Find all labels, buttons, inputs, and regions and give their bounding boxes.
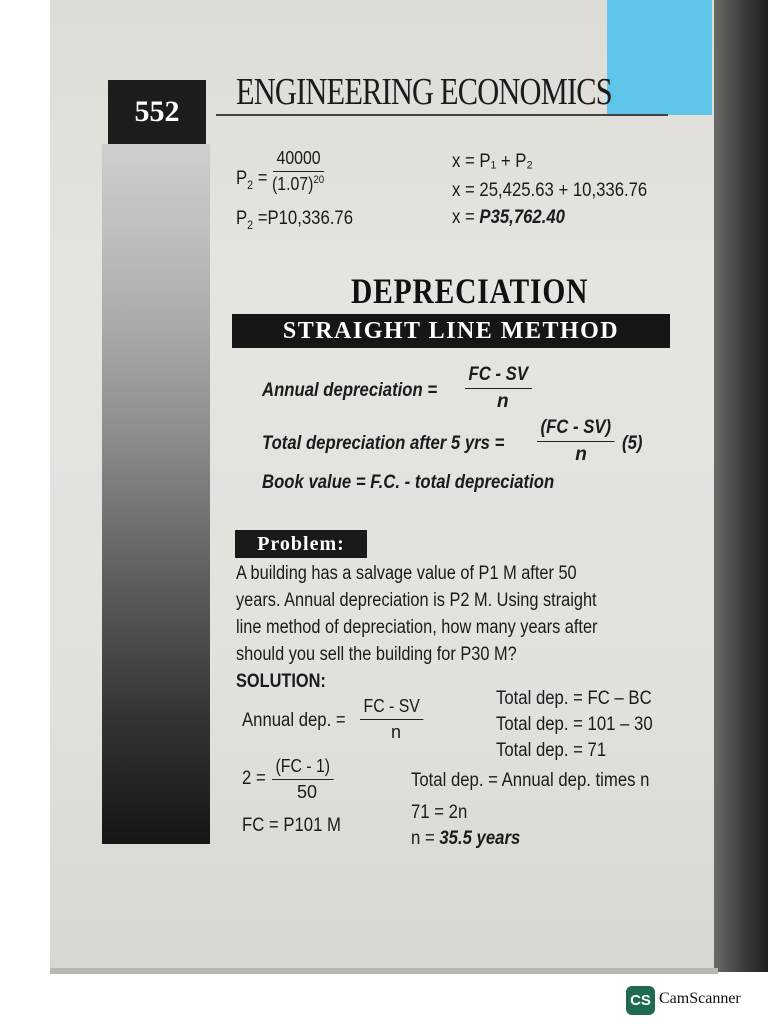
sol-annual-numerator: FC - SV bbox=[360, 696, 423, 720]
sol-annual-fraction bbox=[360, 696, 432, 743]
sol-total-line: Total dep. = 101 – 30 bbox=[496, 714, 653, 735]
p2-fraction bbox=[272, 148, 331, 195]
total-dep-multiplier: (5) bbox=[622, 433, 643, 454]
problem-line: line method of depreciation, how many years after bbox=[236, 617, 598, 638]
page-bottom-edge bbox=[50, 968, 718, 974]
sol-two-denominator: 50 bbox=[296, 782, 318, 802]
x-total-value: P35,762.40 bbox=[479, 207, 565, 228]
problem-line: should you sell the building for P30 M? bbox=[236, 644, 517, 665]
sol-two-numerator: (FC - 1) bbox=[272, 756, 334, 780]
page-number-box bbox=[108, 80, 206, 144]
section-title: DEPRECIATION bbox=[351, 271, 589, 311]
x-line-1: x = P₁ + P₂ bbox=[452, 151, 533, 172]
x-line-3: x = P35,762.40 bbox=[452, 207, 565, 228]
problem-line: years. Annual depreciation is P2 M. Using straight bbox=[236, 590, 597, 611]
p2-result: $P_2 =P10,336.76$ bbox=[236, 208, 353, 232]
solution-label: SOLUTION: bbox=[236, 671, 326, 692]
problem-tag bbox=[235, 530, 367, 558]
sol-n-value: 35.5 years bbox=[439, 828, 521, 849]
annual-dep-label: Annual depreciation = bbox=[262, 380, 438, 401]
method-banner bbox=[232, 314, 670, 348]
sol-annual-label: Annual dep. = bbox=[242, 710, 346, 731]
p2-denominator: $(1.07)^{20}$ bbox=[272, 174, 325, 194]
head-rule bbox=[216, 114, 668, 116]
page-number: 552 bbox=[134, 95, 180, 128]
camscanner-watermark: CamScanner bbox=[659, 990, 741, 1007]
sol-fc-result: FC = P101 M bbox=[242, 815, 341, 836]
annual-dep-fraction bbox=[465, 364, 541, 413]
sol-eq-71: 71 = 2n bbox=[411, 802, 468, 823]
book-value-formula: Book value = F.C. - total depreciation bbox=[262, 472, 555, 493]
total-dep-numerator: (FC - SV) bbox=[537, 417, 615, 442]
total-dep-fraction bbox=[537, 417, 625, 466]
sol-n-result: n = 35.5 years bbox=[411, 828, 521, 849]
total-dep-denominator: n bbox=[575, 444, 587, 465]
sol-two-eq: 2 = bbox=[242, 768, 266, 789]
problem-statement bbox=[236, 560, 706, 695]
book-edge-shadow bbox=[712, 0, 768, 972]
camscanner-logo-icon: CS bbox=[626, 986, 655, 1015]
total-dep-label: Total depreciation after 5 yrs = bbox=[262, 433, 505, 454]
p2-label: $P_2$ = bbox=[236, 168, 268, 192]
sol-total-line: Total dep. = FC – BC bbox=[496, 688, 652, 709]
annual-dep-denominator: n bbox=[496, 391, 509, 412]
gradient-side-bar bbox=[102, 144, 210, 844]
sol-total-line: Total dep. = 71 bbox=[496, 740, 607, 761]
problem-tag-text: Problem: bbox=[257, 532, 345, 555]
sol-two-fraction bbox=[272, 756, 342, 803]
problem-line: A building has a salvage value of P1 M after 50 bbox=[236, 563, 577, 584]
sol-annual-denominator: n bbox=[391, 722, 402, 742]
method-banner-text: STRAIGHT LINE METHOD bbox=[282, 317, 620, 344]
sol-times-line: Total dep. = Annual dep. times n bbox=[411, 770, 650, 791]
sticky-note bbox=[607, 0, 712, 115]
x-line-2: x = 25,425.63 + 10,336.76 bbox=[452, 180, 648, 201]
annual-dep-numerator: FC - SV bbox=[465, 364, 531, 389]
p2-numerator: 40000 bbox=[273, 148, 324, 172]
running-head: ENGINEERING ECONOMICS bbox=[236, 71, 612, 113]
